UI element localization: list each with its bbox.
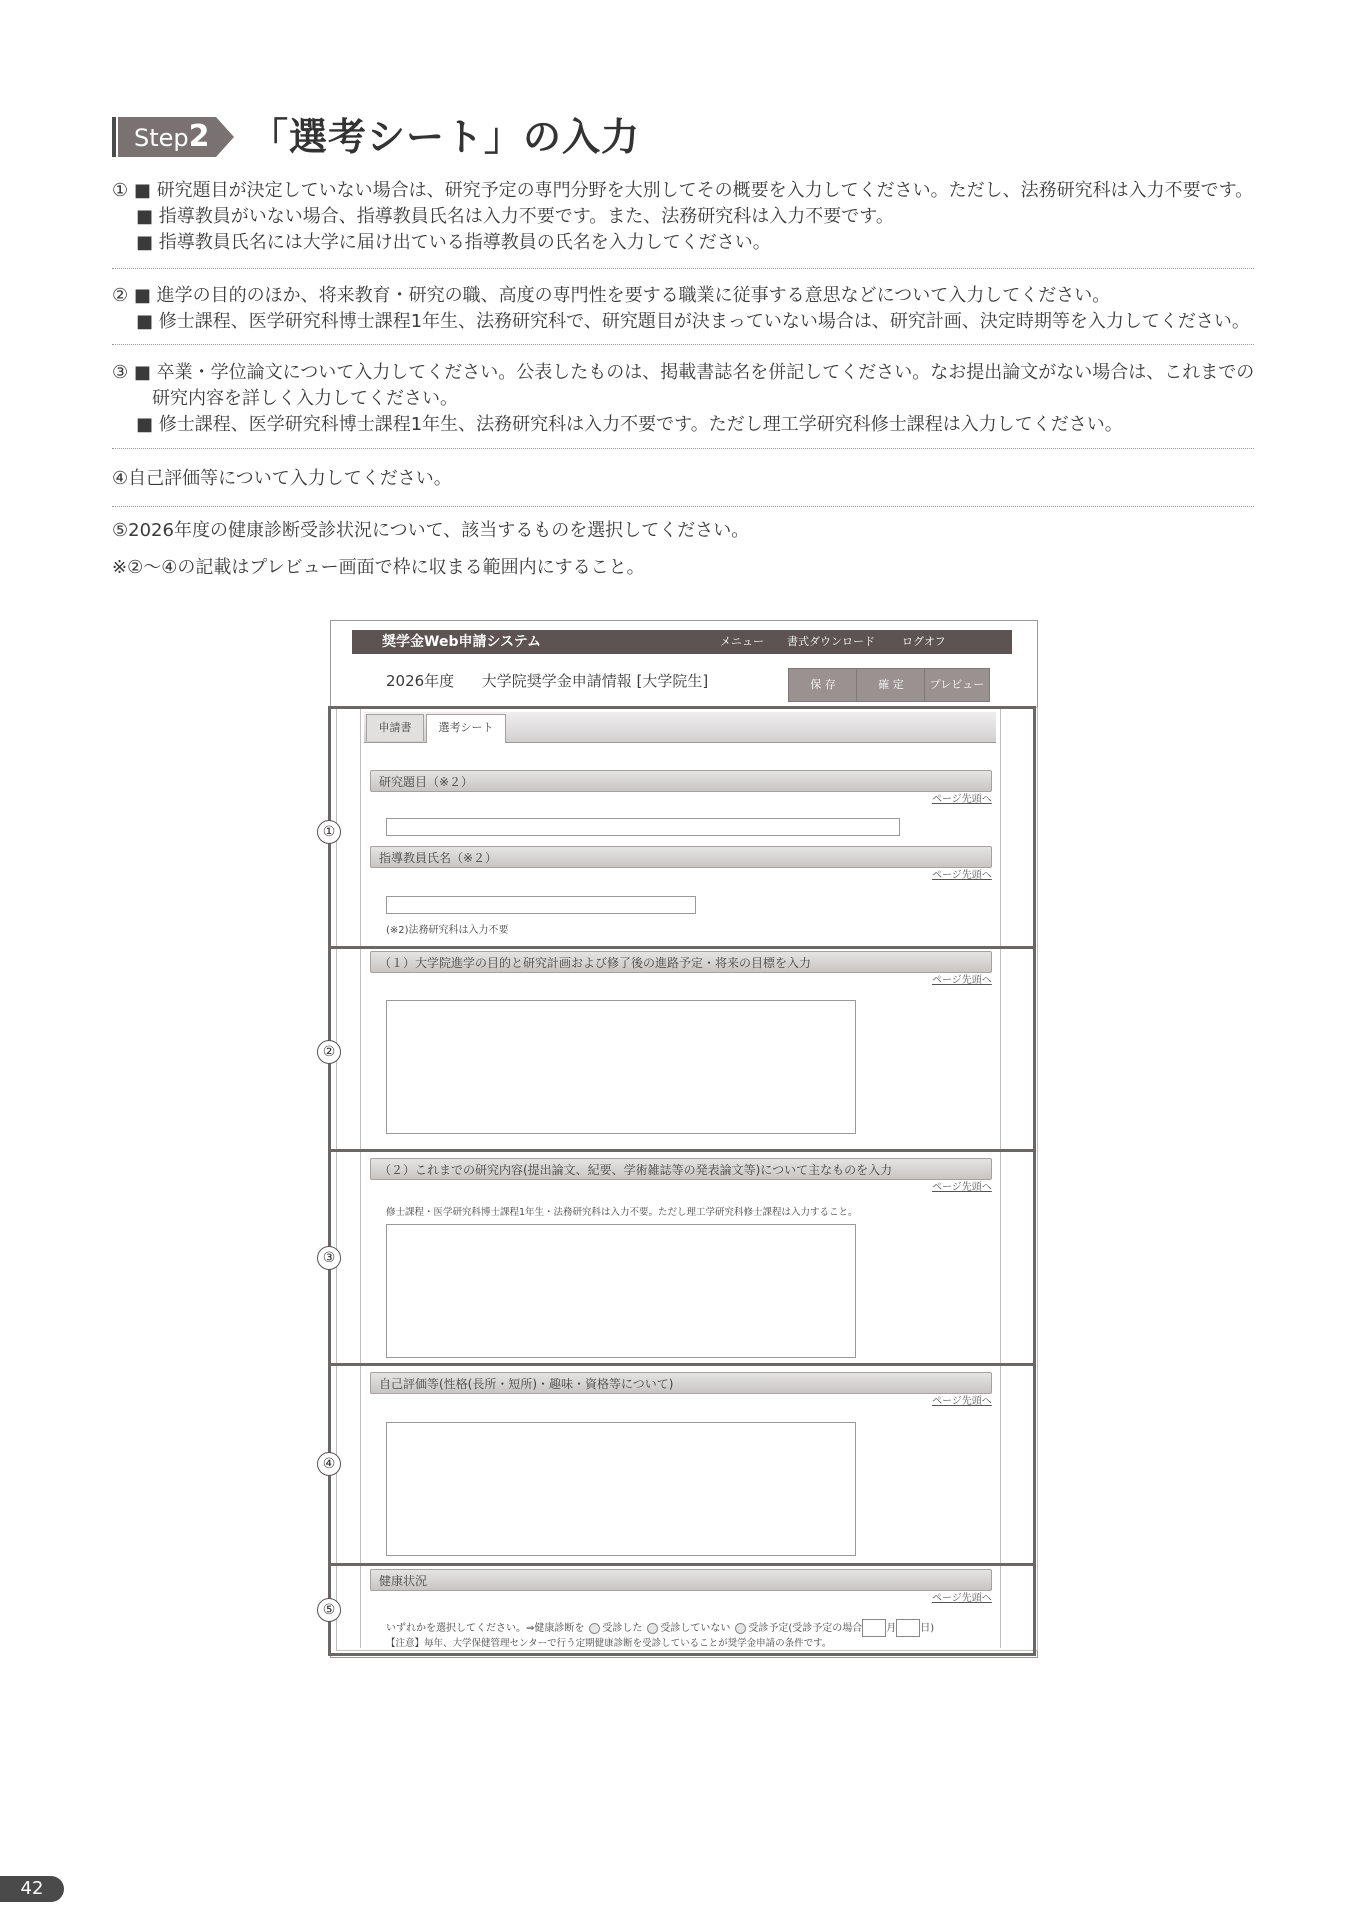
instruction-note: ※②～④の記載はプレビュー画面で枠に収まる範囲内にすること。 <box>112 557 645 578</box>
section-1-outline <box>328 706 1036 949</box>
divider <box>112 506 1254 507</box>
instruction-3-line-1: ③ ■ 卒業・学位論文について入力してください。公表したものは、掲載書誌名を併記してください。なお提出論文がない場合は、これまでの <box>112 362 1255 383</box>
year-label: 2026年度 <box>386 672 455 690</box>
page-top-link[interactable]: ページ先頭へ <box>932 870 992 881</box>
day-unit: 日) <box>920 1623 935 1634</box>
application-title: 大学院奨学金申請情報 [大学院生] <box>481 672 709 690</box>
divider <box>112 344 1254 345</box>
option-not-received: 受診していない <box>660 1623 731 1634</box>
tab-selection-sheet[interactable]: 選考シート <box>426 714 506 743</box>
divider <box>112 448 1254 449</box>
law-school-note: (※2)法務研究科は入力不要 <box>386 925 509 936</box>
page-top-link[interactable]: ページ先頭へ <box>932 794 992 805</box>
logoff-link[interactable]: ログオフ <box>902 635 946 648</box>
download-link[interactable]: 書式ダウンロード <box>787 635 875 648</box>
section-3-outline <box>328 1149 1036 1366</box>
research-title-header: 研究題目（※２） <box>370 770 992 792</box>
instruction-1-line-3: ■ 指導教員氏名には大学に届け出ている指導教員の氏名を入力してください。 <box>136 232 771 253</box>
step-label: Step2 <box>134 119 210 154</box>
page-top-link[interactable]: ページ先頭へ <box>932 1593 992 1604</box>
section-marker-5: ⑤ <box>317 1598 341 1622</box>
health-header: 健康状況 <box>370 1569 992 1591</box>
option-scheduled: 受診予定(受診予定の場合 <box>748 1623 863 1634</box>
instruction-2-line-1: ② ■ 進学の目的のほか、将来教育・研究の職、高度の専門性を要する職業に従事する意思などについて入力してください。 <box>112 285 1111 306</box>
section-4-outline <box>328 1363 1036 1566</box>
section-marker-1: ① <box>317 820 341 844</box>
page-top-link[interactable]: ページ先頭へ <box>932 1182 992 1193</box>
research-history-header: （２）これまでの研究内容(提出論文、紀要、学術雑誌等の発表論文等)について主なものを入力 <box>370 1158 992 1180</box>
tab-application[interactable]: 申請書 <box>366 714 424 741</box>
instruction-4: ④自己評価等について入力してください。 <box>112 468 452 489</box>
section-marker-2: ② <box>317 1040 341 1064</box>
purpose-header: （１）大学院進学の目的と研究計画および修了後の進路予定・将来の目標を入力 <box>370 951 992 973</box>
month-unit: 月 <box>886 1623 897 1634</box>
page-number: 42 <box>0 1876 64 1902</box>
instruction-1-line-1: ① ■ 研究題目が決定していない場合は、研究予定の専門分野を大別してその概要を入力してください。ただし、法務研究科は入力不要です。 <box>112 180 1254 201</box>
page-title: 「選考シート」の入力 <box>250 115 641 159</box>
menu-link[interactable]: メニュー <box>720 635 764 648</box>
app-title: 奨学金Web申請システム <box>382 634 542 650</box>
section-marker-4: ④ <box>317 1452 341 1476</box>
instruction-1-line-2: ■ 指導教員がいない場合、指導教員氏名は入力不要です。また、法務研究科は入力不要です。 <box>136 206 894 227</box>
health-prompt: いずれかを選択してください。⇒健康診断を <box>386 1623 585 1634</box>
health-notice: 【注意】毎年、大学保健管理センターで行う定期健康診断を受診していることが奨学金申請の条件です。 <box>386 1638 832 1649</box>
page-heading <box>386 671 708 691</box>
section-5-outline <box>328 1563 1036 1656</box>
page-top-link[interactable]: ページ先頭へ <box>932 1396 992 1407</box>
instruction-3-line-1b: 研究内容を詳しく入力してください。 <box>152 388 458 409</box>
self-evaluation-header: 自己評価等(性格(長所・短所)・趣味・資格等について) <box>370 1372 992 1394</box>
confirm-button[interactable]: 確 定 <box>856 668 926 702</box>
save-button[interactable]: 保 存 <box>788 668 858 702</box>
section-2-outline <box>328 946 1036 1152</box>
advisor-name-header: 指導教員氏名（※２） <box>370 846 992 868</box>
instruction-5: ⑤2026年度の健康診断受診状況について、該当するものを選択してください。 <box>112 520 750 541</box>
section-marker-3: ③ <box>317 1246 341 1270</box>
research-history-note: 修士課程・医学研究科博士課程1年生・法務研究科は入力不要。ただし理工学研究科修士課程は入力すること。 <box>386 1207 858 1218</box>
instruction-2-line-2: ■ 修士課程、医学研究科博士課程1年生、法務研究科で、研究題目が決まっていない場合は、研究計画、決定時期等を入力してください。 <box>136 311 1250 332</box>
instruction-3-line-2: ■ 修士課程、医学研究科博士課程1年生、法務研究科は入力不要です。ただし理工学研究科修士課程は入力してください。 <box>136 414 1123 435</box>
option-received: 受診した <box>602 1623 643 1634</box>
preview-button[interactable]: プレビュー <box>924 668 990 702</box>
step-number: 2 <box>188 119 210 154</box>
divider <box>112 268 1254 269</box>
page-top-link[interactable]: ページ先頭へ <box>932 975 992 986</box>
